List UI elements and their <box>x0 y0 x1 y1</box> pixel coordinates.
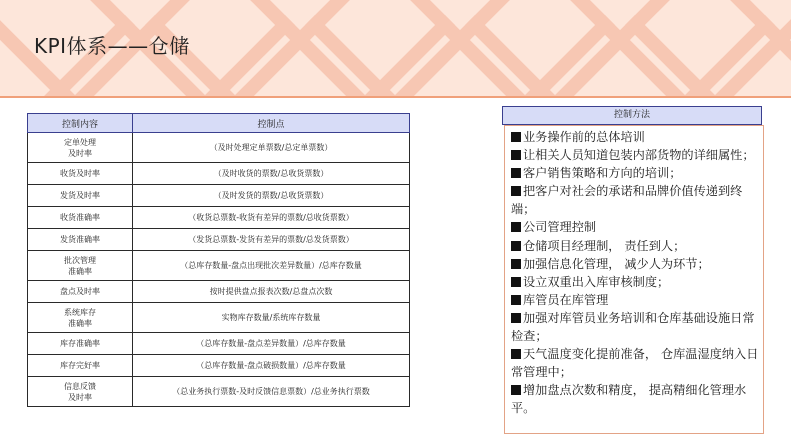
method-item-text: 公司管理控制 <box>523 220 597 235</box>
control-point-cell: （及时发货的票数/总收货票数） <box>133 185 410 207</box>
control-item-line: 准确率 <box>68 318 92 328</box>
control-item-line: 及时率 <box>68 392 92 402</box>
control-item-cell <box>28 207 133 229</box>
method-list <box>505 126 763 418</box>
method-box <box>504 125 764 434</box>
control-item-line: 发货及时率 <box>60 191 100 200</box>
method-item <box>511 128 759 146</box>
control-item-line: 发货准确率 <box>60 235 100 244</box>
square-bullet-icon <box>511 241 521 251</box>
control-item-cell <box>28 133 133 163</box>
control-item-line: 库存完好率 <box>60 361 100 370</box>
table-row <box>28 251 410 281</box>
control-point-cell: （收货总票数-收货有差异的票数/总收货票数） <box>133 207 410 229</box>
method-item-text: 设立双重出入库审核制度； <box>523 274 670 289</box>
control-item-cell <box>28 377 133 407</box>
control-point-cell: 实物库存数量/系统库存数量 <box>133 303 410 333</box>
method-item-text: 让相关人员知道包装内部货物的详细属性； <box>523 148 755 163</box>
table-row <box>28 185 410 207</box>
method-item <box>511 218 759 236</box>
control-item-line: 系统库存 <box>64 307 96 317</box>
square-bullet-icon <box>511 385 521 395</box>
control-point-cell: （及时收货的票数/总收货票数） <box>133 163 410 185</box>
method-item <box>511 182 759 218</box>
method-item <box>511 164 759 182</box>
square-bullet-icon <box>511 222 521 232</box>
table-row <box>28 163 410 185</box>
column-header-content: 控制内容 <box>28 114 133 133</box>
control-point-cell: （发货总票数-发货有差异的票数/总发货票数） <box>133 229 410 251</box>
control-point-cell: （总库存数量-盘点出现批次差异数量）/总库存数量 <box>133 251 410 281</box>
control-point-cell: （及时处理定单票数/总定单票数） <box>133 133 410 163</box>
control-item-line: 定单处理 <box>64 137 96 147</box>
table-header-row <box>28 114 410 133</box>
control-item-cell <box>28 251 133 281</box>
method-item-text: 业务操作前的总体培训 <box>523 130 645 144</box>
square-bullet-icon <box>511 349 521 359</box>
control-item-line: 批次管理 <box>64 255 96 265</box>
method-header: 控制方法 <box>502 106 762 125</box>
control-item-line: 盘点及时率 <box>60 287 100 296</box>
table-row <box>28 377 410 407</box>
table-row <box>28 229 410 251</box>
square-bullet-icon <box>511 186 521 196</box>
square-bullet-icon <box>511 132 521 142</box>
control-item-line: 收货准确率 <box>60 213 100 222</box>
page-title: KPI体系——仓储 <box>34 34 190 58</box>
kpi-table <box>27 113 410 407</box>
control-item-line: 收货及时率 <box>60 169 100 178</box>
method-item <box>511 291 759 309</box>
method-item-text: 客户销售策略和方向的培训； <box>523 166 682 181</box>
method-item-text: 把客户对社会的承诺和品牌价值传递到终端； <box>511 184 743 217</box>
method-item-text: 天气温度变化提前准备， 仓库温湿度纳入日常管理中； <box>511 347 759 380</box>
method-item <box>511 345 759 381</box>
square-bullet-icon <box>511 168 521 178</box>
table-row <box>28 207 410 229</box>
control-method-panel <box>502 106 762 432</box>
control-item-cell <box>28 185 133 207</box>
control-item-line: 库存准确率 <box>60 339 100 348</box>
table-row <box>28 355 410 377</box>
method-item-text: 增加盘点次数和精度， 提高精细化管理水平。 <box>511 383 747 416</box>
control-item-line: 准确率 <box>68 266 92 276</box>
method-item <box>511 237 759 255</box>
control-point-cell: （总库存数量-盘点差异数量）/总库存数量 <box>133 333 410 355</box>
square-bullet-icon <box>511 150 521 160</box>
control-item-cell <box>28 355 133 377</box>
column-header-point: 控制点 <box>133 114 410 133</box>
method-item-text: 加强信息化管理， 减少人为环节； <box>523 256 710 271</box>
method-item <box>511 381 759 417</box>
method-item <box>511 273 759 291</box>
method-item <box>511 255 759 273</box>
control-point-cell: （总业务执行票数-及时反馈信息票数）/总业务执行票数 <box>133 377 410 407</box>
method-item <box>511 146 759 164</box>
control-item-line: 及时率 <box>68 148 92 158</box>
method-item <box>511 309 759 345</box>
control-point-cell: （总库存数量-盘点破损数量）/总库存数量 <box>133 355 410 377</box>
control-item-cell <box>28 229 133 251</box>
square-bullet-icon <box>511 295 521 305</box>
table-row <box>28 133 410 163</box>
control-item-cell <box>28 163 133 185</box>
square-bullet-icon <box>511 259 521 269</box>
control-item-cell <box>28 303 133 333</box>
method-item-text: 加强对库管员业务培训和仓库基础设施日常检查； <box>511 310 755 344</box>
control-point-cell: 按时提供盘点报表次数/总盘点次数 <box>133 281 410 303</box>
square-bullet-icon <box>511 313 521 323</box>
square-bullet-icon <box>511 277 521 287</box>
control-item-line: 信息反馈 <box>64 381 96 391</box>
method-item-text: 库管员在库管理 <box>523 292 609 307</box>
method-item-text: 仓储项目经理制， 责任到人； <box>523 238 686 253</box>
table-row <box>28 303 410 333</box>
table-row <box>28 281 410 303</box>
control-item-cell <box>28 333 133 355</box>
table-row <box>28 333 410 355</box>
header-divider <box>0 96 791 98</box>
control-item-cell <box>28 281 133 303</box>
